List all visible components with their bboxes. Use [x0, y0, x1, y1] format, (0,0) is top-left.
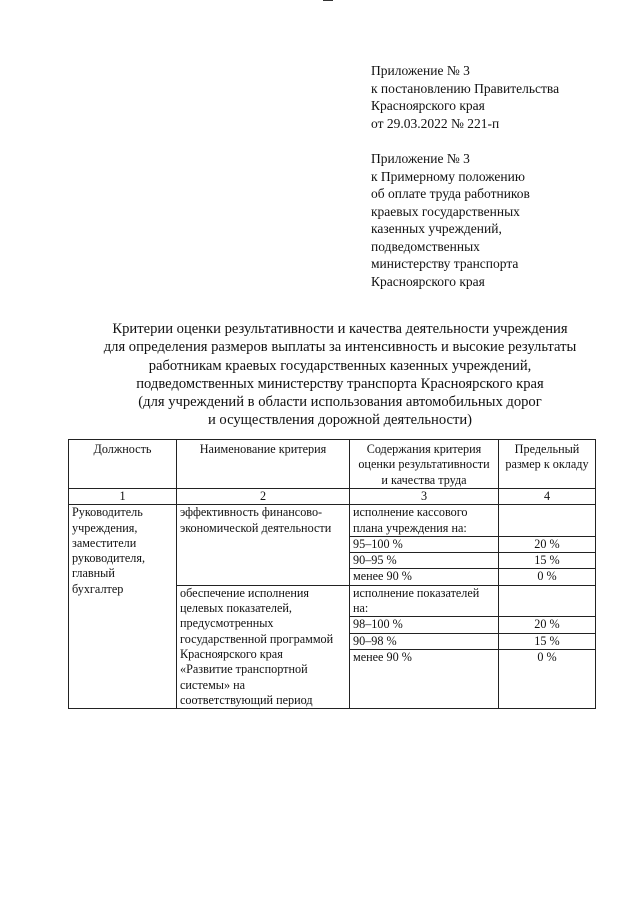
- criterion-range-cell: 90–98 %: [350, 633, 499, 649]
- criterion-content-header: исполнение кассового плана учреждения на:: [350, 505, 499, 537]
- appendix-line: к постановлению Правительства: [371, 80, 560, 96]
- limit-size-cell: 20 %: [499, 617, 596, 633]
- title-line: Критерии оценки результативности и качества деятельности учреждения: [112, 321, 568, 337]
- column-number: 4: [499, 489, 596, 505]
- title-line: для определения размеров выплаты за интенсивность и высокие результаты: [103, 339, 577, 356]
- title-line: и осуществления дорожной деятельности): [207, 412, 473, 429]
- column-number: 1: [69, 489, 177, 505]
- table-row: [69, 505, 596, 537]
- column-number-row: [69, 489, 596, 505]
- header-criterion-content: Содержания критерия оценки результативности и качества труда: [350, 440, 499, 489]
- appendix-line: министерству транспорта: [371, 256, 519, 271]
- title-line: (для учреждений в области использования автомобильных дорог: [138, 394, 542, 411]
- header-criterion-name: Наименование критерия: [177, 440, 350, 489]
- appendix-reference-main: [371, 62, 559, 132]
- criterion-range-cell: 98–100 %: [350, 617, 499, 633]
- appendix-line: краевых государственных: [371, 203, 520, 219]
- limit-size-cell: 0 %: [499, 650, 596, 709]
- page-top-mark: [323, 0, 333, 1]
- criterion-range-cell: 90–95 %: [350, 553, 499, 569]
- appendix-reference-sub: [371, 150, 530, 290]
- criterion-name-cell: эффективность финансово- экономической деятельности: [177, 505, 350, 585]
- criteria-table: [68, 439, 596, 709]
- criterion-range-cell: менее 90 %: [350, 650, 499, 709]
- criterion-name-cell: обеспечение исполнения целевых показателей, предусмотренных государственной программой Красноярского края «Развитие транспортной системы» на соответствующий период: [177, 585, 350, 708]
- appendix-line: Приложение № 3: [371, 63, 470, 78]
- title-line: работникам краевых государственных казенных учреждений,: [148, 357, 532, 374]
- criterion-range-cell: 95–100 %: [350, 536, 499, 552]
- limit-size-cell: [499, 585, 596, 617]
- column-number: 2: [177, 489, 350, 505]
- limit-size-cell: [499, 505, 596, 537]
- header-position: Должность: [69, 440, 177, 489]
- limit-size-cell: 15 %: [499, 553, 596, 569]
- document-title: [40, 320, 640, 430]
- appendix-line: от 29.03.2022 № 221-п: [371, 115, 500, 131]
- header-limit-size: Предельный размер к окладу: [499, 440, 596, 489]
- position-cell: Руководитель учреждения, заместители руководителя, главный бухгалтер: [69, 505, 177, 709]
- appendix-line: к Примерному положению: [371, 168, 525, 184]
- appendix-line: Красноярского края: [371, 273, 485, 289]
- limit-size-cell: 15 %: [499, 633, 596, 649]
- appendix-line: Приложение № 3: [371, 151, 470, 166]
- criterion-range-cell: менее 90 %: [350, 569, 499, 585]
- title-line: подведомственных министерству транспорта Красноярского края: [136, 375, 544, 392]
- limit-size-cell: 20 %: [499, 536, 596, 552]
- column-number: 3: [350, 489, 499, 505]
- table-header-row: [69, 440, 596, 489]
- appendix-line: подведомственных: [371, 238, 480, 254]
- appendix-line: казенных учреждений,: [371, 221, 502, 236]
- appendix-line: Красноярского края: [371, 98, 485, 113]
- limit-size-cell: 0 %: [499, 569, 596, 585]
- appendix-line: об оплате труда работников: [371, 186, 530, 201]
- criterion-content-header: исполнение показателей на:: [350, 585, 499, 617]
